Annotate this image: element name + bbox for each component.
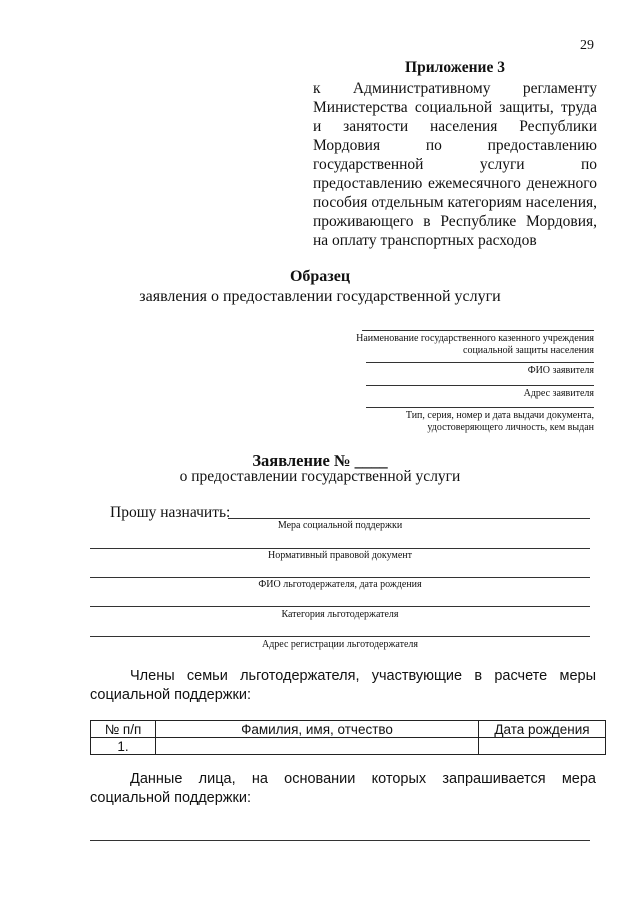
applicant-address-line — [366, 385, 594, 386]
page-number: 29 — [580, 38, 594, 53]
person-line — [90, 840, 590, 841]
applicant-name-caption: ФИО заявителя — [527, 365, 594, 376]
appendix-title: Приложение 3 — [405, 59, 505, 76]
appendix-block — [313, 58, 597, 250]
sample-subtitle: заявления о предоставлении государственной услуги — [139, 288, 501, 305]
beneficiary-name-caption: ФИО льготодержателя, дата рождения — [258, 579, 422, 590]
sample-title: Образец — [289, 268, 351, 285]
institution-line — [362, 330, 594, 331]
measure-caption: Мера социальной поддержки — [277, 520, 403, 531]
appendix-body: к Административному регламенту Министерства социальной защиты, труда и занятости населения Республики Мордовия по предоставлению государственной услуги по предоставлению ежемесячного денежного пособия отдельным категориям населения, проживающего в Республике Мордовия, на оплату транспортных расходов — [313, 80, 597, 249]
column-header-birthdate: Дата рождения — [479, 721, 606, 738]
document-caption-1: Тип, серия, номер и дата выдачи документа, — [405, 410, 594, 421]
request-line-1 — [228, 518, 590, 519]
request-line-4 — [90, 606, 590, 607]
table-cell-number: 1. — [91, 738, 156, 755]
column-header-fullname: Фамилия, имя, отчество — [156, 721, 479, 738]
table-header-row — [91, 721, 606, 738]
column-header-number: № п/п — [91, 721, 156, 738]
table-row — [91, 738, 606, 755]
request-line-2 — [90, 548, 590, 549]
document-caption-2: удостоверяющего личность, кем выдан — [427, 422, 594, 433]
family-paragraph: Члены семьи льготодержателя, участвующие в расчете меры социальной поддержки: — [90, 668, 596, 703]
person-paragraph: Данные лица, на основании которых запрашивается мера социальной поддержки: — [90, 771, 596, 806]
table-cell-birthdate — [479, 738, 606, 755]
applicant-name-line — [366, 362, 594, 363]
document-line — [366, 407, 594, 408]
request-line-3 — [90, 577, 590, 578]
table-cell-fullname — [156, 738, 479, 755]
beneficiary-category-caption: Категория льготодержателя — [281, 609, 399, 620]
request-prefix: Прошу назначить: — [110, 504, 231, 521]
family-members-table — [90, 720, 606, 755]
beneficiary-address-caption: Адрес регистрации льготодержателя — [262, 639, 418, 650]
applicant-address-caption: Адрес заявителя — [523, 388, 594, 399]
request-line-5 — [90, 636, 590, 637]
statement-title: Заявление № ____ — [252, 451, 388, 470]
institution-caption-2: социальной защиты населения — [463, 345, 594, 356]
legal-doc-caption: Нормативный правовой документ — [268, 550, 412, 561]
statement-subtitle: о предоставлении государственной услуги — [179, 468, 461, 485]
institution-caption-1: Наименование государственного казенного учреждения — [356, 333, 594, 344]
